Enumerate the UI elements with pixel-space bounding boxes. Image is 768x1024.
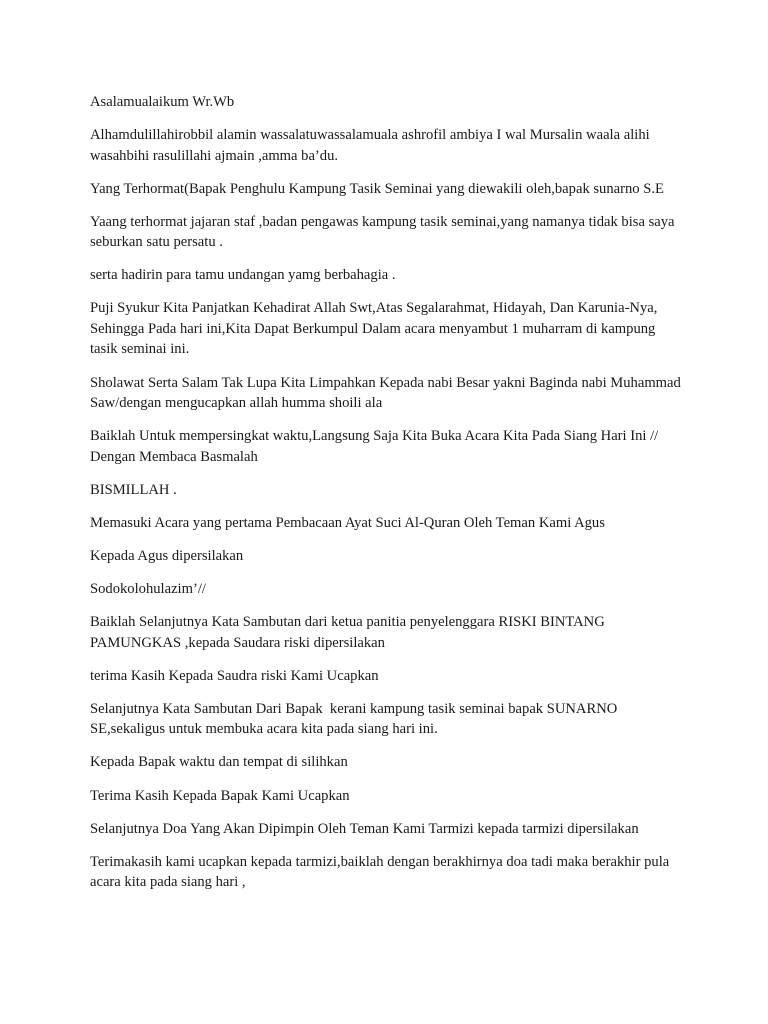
paragraph-thanks-riski: terima Kasih Kepada Saudra riski Kami Ucapkan bbox=[90, 667, 379, 684]
paragraph-honored-staff: Yaang terhormat jajaran staf ,badan pengawas kampung tasik seminai,yang namanya tidak bisa saya seburkan satu persatu . bbox=[90, 213, 679, 251]
paragraph-opening-prayer: Alhamdulillahirobbil alamin wassalatuwassalamuala ashrofil ambiya I wal Mursalin waala alihi wasahbihi rasulillahi ajmain ,amma ba’du. bbox=[90, 127, 654, 164]
paragraph-bismillah: BISMILLAH . bbox=[90, 481, 177, 498]
paragraph-gratitude: Puji Syukur Kita Panjatkan Kehadirat Allah Swt,Atas Segalarahmat, Hidayah, Dan Karunia-Nya, Sehingga Pada hari ini,Kita Dapat Berkumpul Dalam acara menyambut 1 muharram di kampung tasik seminai ini. bbox=[90, 300, 662, 358]
paragraph-quran-reading: Memasuki Acara yang pertama Pembacaan Ayat Suci Al-Quran Oleh Teman Kami Agus bbox=[90, 514, 605, 531]
paragraph-closing: Terimakasih kami ucapkan kepada tarmizi,baiklah dengan berakhirnya doa tadi maka berakhir pula acara kita pada siang hari , bbox=[90, 853, 673, 891]
paragraph-sholawat: Sholawat Serta Salam Tak Lupa Kita Limpahkan Kepada nabi Besar yakni Baginda nabi Muhammad Saw/dengan mengucapkan allah humma shoili ala bbox=[90, 374, 685, 412]
paragraph-doa: Selanjutnya Doa Yang Akan Dipimpin Oleh Teman Kami Tarmizi kepada tarmizi dipersilakan bbox=[90, 820, 639, 837]
paragraph-sodokolohulazim: Sodokolohulazim’// bbox=[90, 581, 206, 598]
paragraph-agus-invite: Kepada Agus dipersilakan bbox=[90, 547, 244, 564]
paragraph-greeting: Asalamualaikum Wr.Wb bbox=[90, 94, 235, 110]
paragraph-chair-speech: Baiklah Selanjutnya Kata Sambutan dari ketua panitia penyelenggara RISKI BINTANG PAMUNGKAS ,kepada Saudara riski dipersilakan bbox=[90, 614, 609, 651]
paragraph-guests: serta hadirin para tamu undangan yamg berbahagia . bbox=[90, 267, 396, 284]
paragraph-bapak-invite: Kepada Bapak waktu dan tempat di silihkan bbox=[90, 754, 348, 771]
paragraph-opening: Baiklah Untuk mempersingkat waktu,Langsung Saja Kita Buka Acara Kita Pada Siang Hari Ini // Dengan Membaca Basmalah bbox=[90, 428, 662, 465]
paragraph-kerani-speech: Selanjutnya Kata Sambutan Dari Bapak kerani kampung tasik seminai bapak SUNARNO SE,sekaligus untuk membuka acara kita pada siang hari ini. bbox=[90, 700, 621, 738]
paragraph-thanks-bapak: Terima Kasih Kepada Bapak Kami Ucapkan bbox=[90, 787, 350, 804]
paragraph-honored-penghulu: Yang Terhormat(Bapak Penghulu Kampung Tasik Seminai yang diewakili oleh,bapak sunarno S.E bbox=[90, 180, 664, 197]
